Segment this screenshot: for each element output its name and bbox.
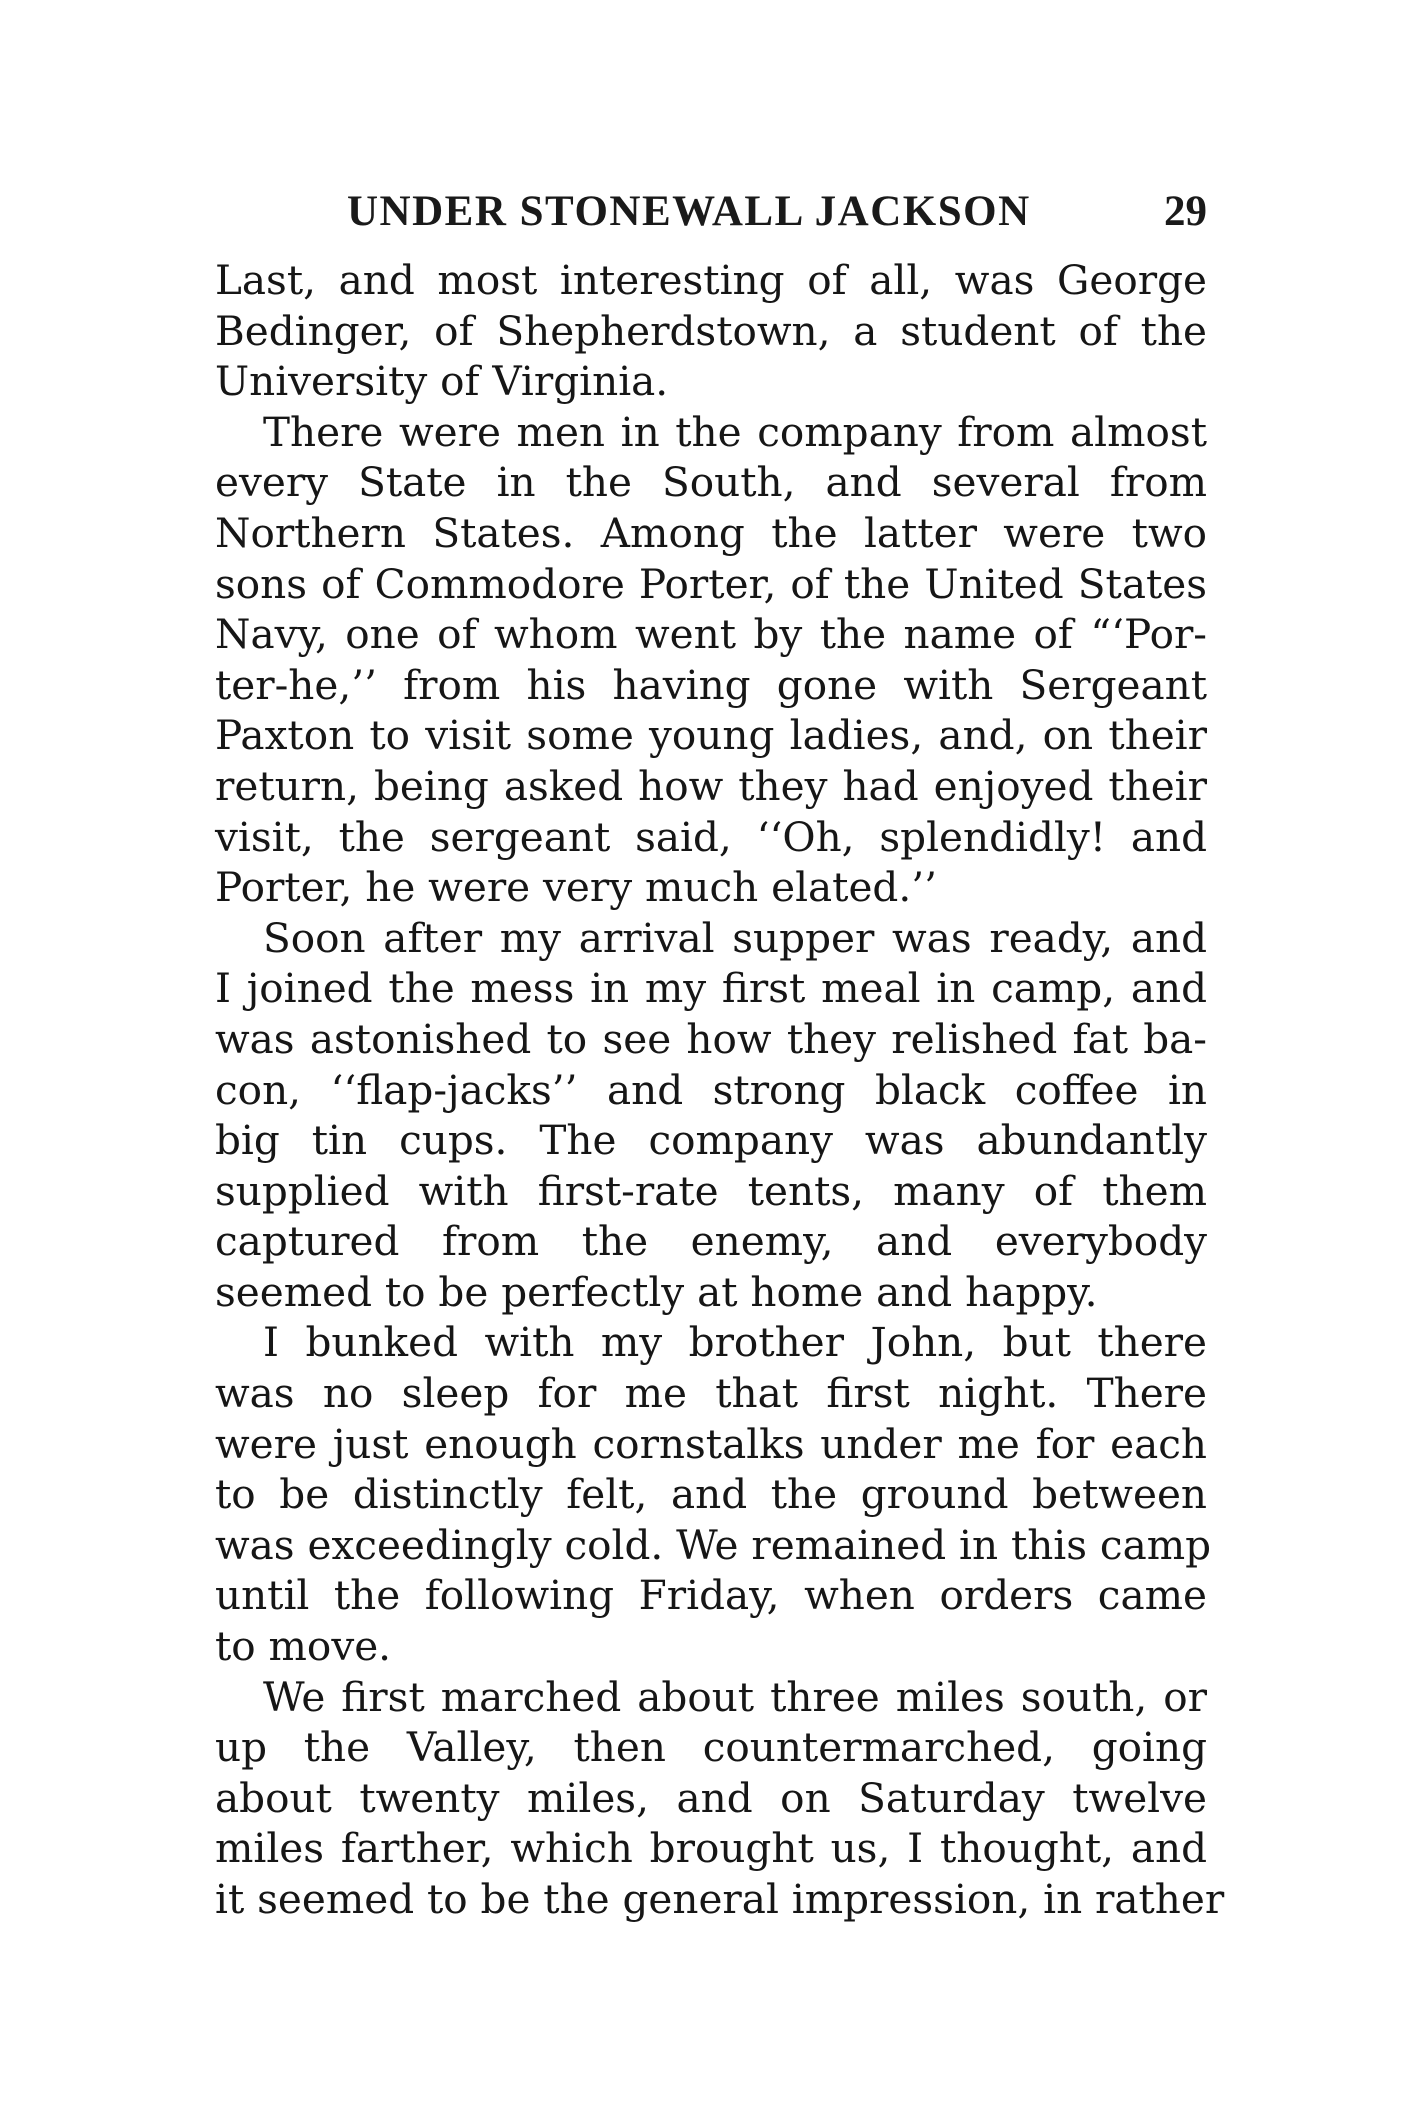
text-line: con, ‘‘flap-jacks’’ and strong black coffee in (215, 1065, 1207, 1114)
text-line: miles farther, which brought us, I thought, and (215, 1824, 1207, 1873)
text-line: up the Valley, then countermarched, going (215, 1723, 1207, 1772)
text-line: return, being asked how they had enjoyed their (215, 761, 1207, 810)
text-line: Northern States. Among the latter were two (215, 508, 1207, 557)
running-title: UNDER STONEWALL JACKSON (347, 188, 1031, 235)
text-line: Porter, he were very much elated.’’ (215, 863, 937, 912)
text-line: ter-he,’’ from his having gone with Sergeant (215, 660, 1207, 709)
text-line: big tin cups. The company was abundantly (215, 1116, 1207, 1165)
paragraph (215, 407, 1207, 913)
paragraph (215, 1317, 1212, 1671)
text-line: supplied with first-rate tents, many of them (215, 1166, 1207, 1215)
text-line: I bunked with my brother John, but there (263, 1318, 1207, 1367)
text-line: Soon after my arrival supper was ready, and (263, 913, 1207, 962)
text-line: Bedinger, of Shepherdstown, a student of the (215, 306, 1207, 355)
text-line: University of Virginia. (215, 357, 669, 406)
text-line: about twenty miles, and on Saturday twelve (215, 1773, 1207, 1822)
text-line: was exceedingly cold. We remained in this camp (215, 1520, 1212, 1569)
text-line: it seemed to be the general impression, in rather (215, 1875, 1225, 1923)
paragraph (215, 255, 1207, 407)
text-line: were just enough cornstalks under me for each (215, 1419, 1207, 1468)
page-number: 29 (1164, 188, 1207, 235)
text-line: Navy, one of whom went by the name of “‘Por- (215, 610, 1207, 659)
text-line: every State in the South, and several from (215, 458, 1207, 507)
paragraph (215, 1672, 1225, 1925)
body-text (215, 255, 1225, 1925)
text-line: until the following Friday, when orders came (215, 1571, 1207, 1620)
text-line: to move. (215, 1622, 392, 1671)
text-line: was astonished to see how they relished fat ba- (215, 1014, 1207, 1063)
text-line: seemed to be perfectly at home and happy. (215, 1267, 1098, 1316)
paragraph (215, 913, 1207, 1318)
text-line: Last, and most interesting of all, was George (215, 256, 1207, 304)
running-header (217, 187, 1207, 247)
text-line: There were men in the company from almost (263, 407, 1207, 456)
text-line: Paxton to visit some young ladies, and, on their (215, 711, 1207, 760)
text-line: to be distinctly felt, and the ground between (215, 1470, 1207, 1519)
text-line: captured from the enemy, and everybody (215, 1217, 1207, 1266)
text-line: I joined the mess in my first meal in camp, and (215, 964, 1207, 1013)
text-line: was no sleep for me that first night. There (215, 1369, 1207, 1418)
text-line: visit, the sergeant said, ‘‘Oh, splendidly! and (215, 812, 1207, 861)
text-line: sons of Commodore Porter, of the United States (215, 559, 1207, 608)
text-line: We first marched about three miles south, or (263, 1672, 1207, 1721)
